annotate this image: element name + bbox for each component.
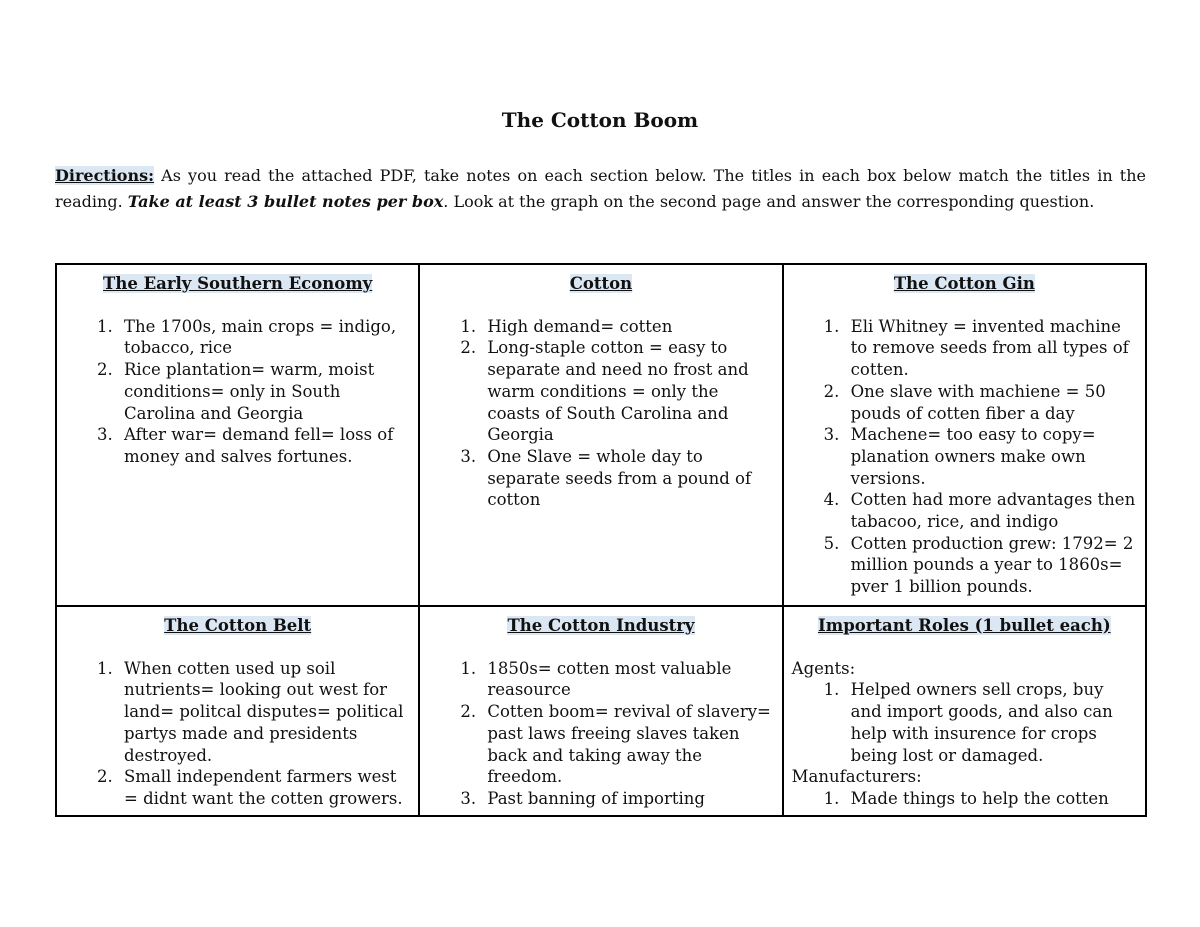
directions-emphasis: Take at least 3 bullet notes per box: [127, 191, 444, 211]
list-item: 1. The 1700s, main crops = indigo, tobacco, rice: [118, 316, 410, 359]
notes-table: [55, 263, 1147, 817]
agents-heading: Agents:: [791, 658, 856, 678]
box-cotton-belt: [56, 606, 419, 816]
list-item: 1. When cotten used up soil nutrients= looking out west for land= politcal disputes= political partys made and presidents destroyed.: [118, 658, 410, 767]
box-title: [428, 273, 773, 295]
box-cotton-industry: [419, 606, 782, 816]
table-row: [56, 264, 1146, 606]
notes-list: [65, 658, 410, 810]
list-item: 1. High demand= cotten: [481, 316, 773, 338]
list-item: 2. Rice plantation= warm, moist conditions= only in South Carolina and Georgia: [118, 359, 410, 424]
box-cotton-gin: [783, 264, 1146, 606]
notes-list: [428, 658, 773, 810]
notes-list: [65, 316, 410, 468]
list-item: 3. Past banning of importing: [481, 788, 773, 810]
box-title: [65, 615, 410, 637]
box-important-roles: [783, 606, 1146, 816]
box-title: [792, 273, 1137, 295]
list-item: 4. Cotten had more advantages then tabacoo, rice, and indigo: [845, 489, 1137, 532]
manufacturers-heading: Manufacturers:: [791, 767, 922, 787]
box-title-text: Cotton: [569, 274, 633, 293]
directions-text-after: . Look at the graph on the second page and answer the corresponding question.: [443, 191, 1095, 211]
directions-paragraph: [55, 163, 1146, 214]
list-item: 1. Eli Whitney = invented machine to remove seeds from all types of cotten.: [845, 316, 1137, 381]
list-item: 1. Helped owners sell crops, buy and import goods, and also can help with insurence for crops being lost or damaged.: [845, 679, 1137, 766]
list-item: 3. One Slave = whole day to separate seeds from a pound of cotton: [481, 446, 773, 511]
list-item: 5. Cotten production grew: 1792= 2 million pounds a year to 1860s= pver 1 billion pounds.: [845, 533, 1137, 598]
box-title: [65, 273, 410, 295]
page-title: The Cotton Boom: [501, 108, 699, 132]
list-item: 2. Cotten boom= revival of slavery= past laws freeing slaves taken back and taking away the freedom.: [481, 701, 773, 788]
box-title-text: The Early Southern Economy: [103, 274, 373, 293]
list-item: 3. Machene= too easy to copy= planation owners make own versions.: [845, 424, 1137, 489]
notes-list: [792, 316, 1137, 598]
table-row: [56, 606, 1146, 816]
box-title: [792, 615, 1137, 637]
list-item: 2. Long-staple cotton = easy to separate and need no frost and warm conditions = only the coasts of South Carolina and Georgia: [481, 337, 773, 446]
directions-label: Directions:: [55, 166, 154, 185]
notes-list: [792, 679, 1137, 766]
box-title-text: The Cotton Belt: [164, 616, 312, 635]
list-item: 3. After war= demand fell= loss of money and salves fortunes.: [118, 424, 410, 467]
box-early-southern-economy: [56, 264, 419, 606]
notes-list: [428, 316, 773, 511]
box-title-text: The Cotton Industry: [507, 616, 695, 635]
list-item: 1. 1850s= cotten most valuable reasource: [481, 658, 773, 701]
list-item: 2. Small independent farmers west = didnt want the cotten growers.: [118, 766, 410, 809]
box-title-text: The Cotton Gin: [893, 274, 1035, 293]
list-item: 2. One slave with machiene = 50 pouds of cotten fiber a day: [845, 381, 1137, 424]
box-cotton: [419, 264, 782, 606]
list-item: 1. Made things to help the cotten: [845, 788, 1137, 810]
notes-list: [792, 788, 1137, 810]
box-title-text: Important Roles (1 bullet each): [818, 616, 1111, 635]
directions-text-before: As you read the attached PDF, take notes on each section below. The titles in each box below match the titles in the reading.: [55, 166, 1146, 211]
box-title: [428, 615, 773, 637]
